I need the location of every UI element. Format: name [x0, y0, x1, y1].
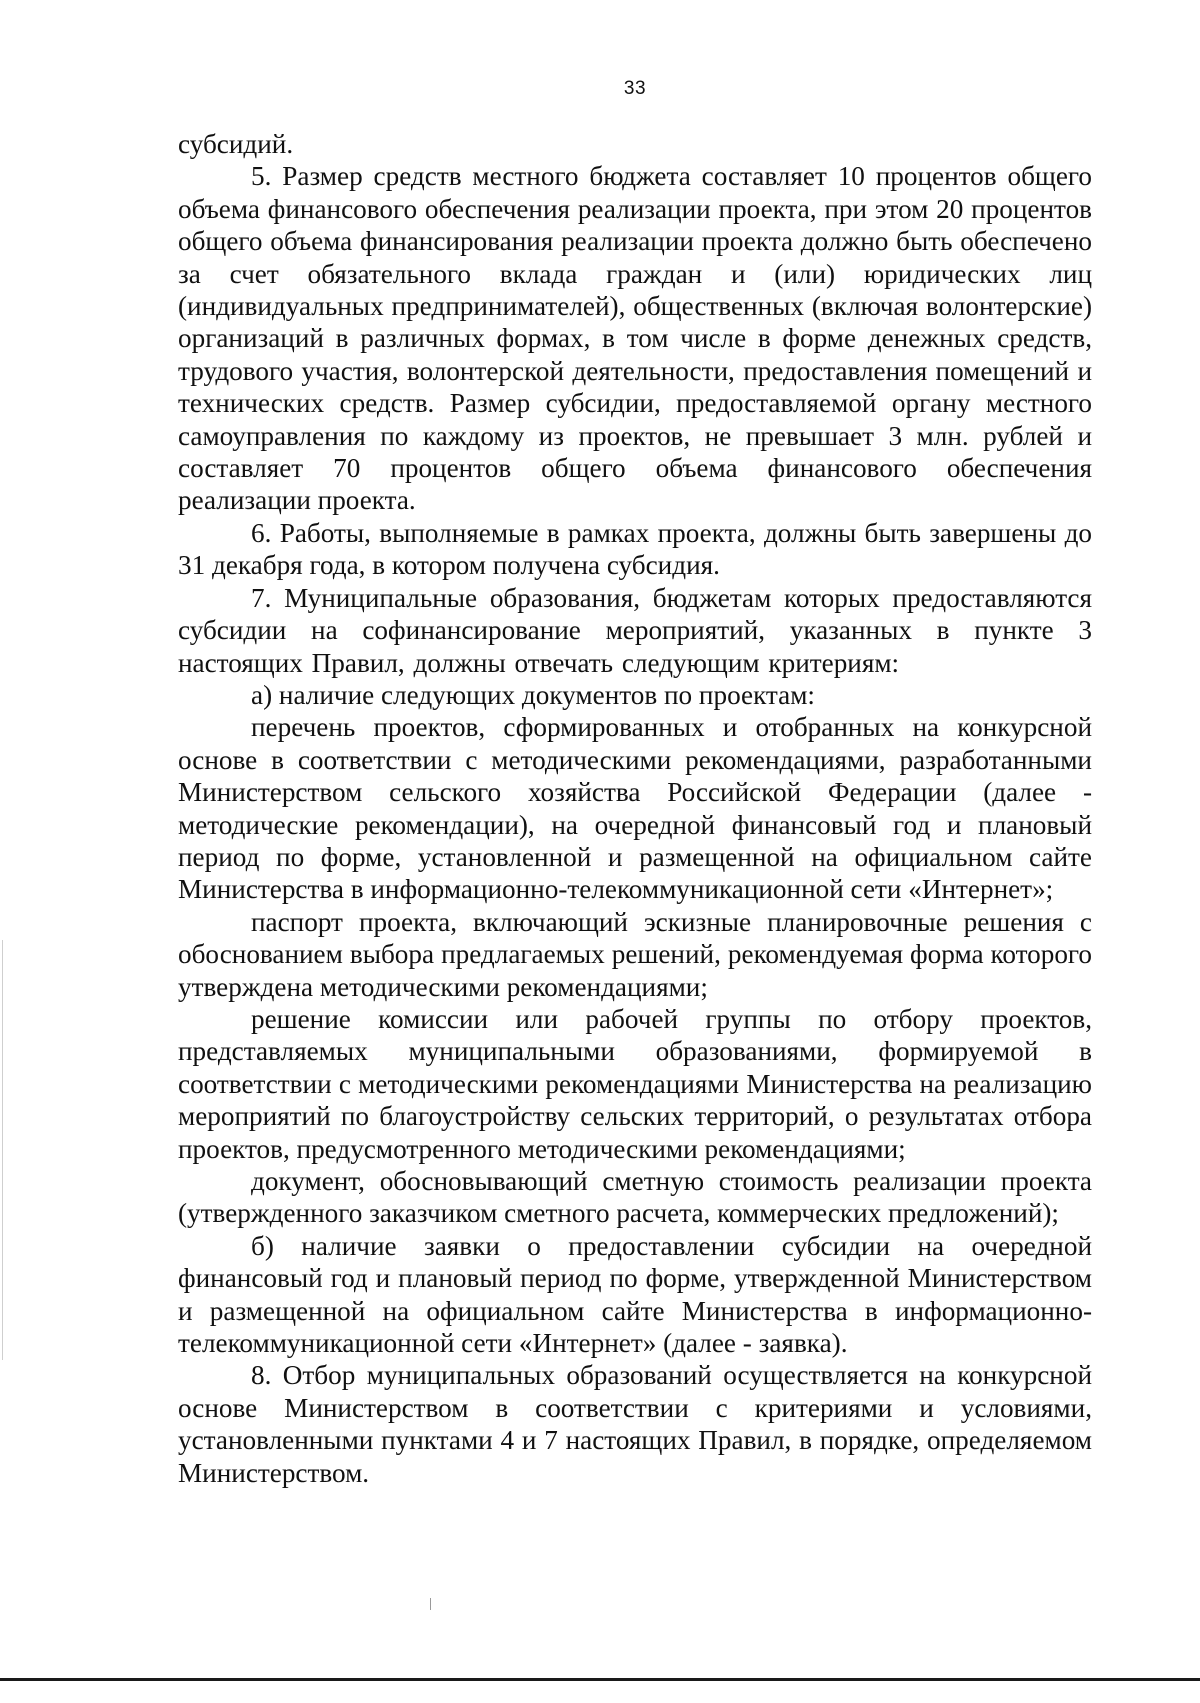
- paragraph-cost-document: документ, обосновывающий сметную стоимость реализации проекта (утвержденного заказчиком сметного расчета, коммерческих предложений);: [178, 1166, 1092, 1229]
- page-number: 33: [623, 78, 647, 99]
- scan-edge-line: [2, 940, 3, 1360]
- paragraph-item-7b: б) наличие заявки о предоставлении субсидии на очередной финансовый год и плановый период по форме, утвержденной Министерством и размещенной на официальном сайте Министерства в информационно-телекоммуникационной сети «Интернет» (далее - заявка).: [178, 1230, 1092, 1359]
- document-body: [178, 128, 1092, 1489]
- paragraph-item-8: 8. Отбор муниципальных образований осуществляется на конкурсной основе Министерством в соответствии с критериями и условиями, установленными пунктами 4 и 7 настоящих Правил, в порядке, определяемом Министерством.: [178, 1360, 1092, 1488]
- paragraph-item-7a: а) наличие следующих документов по проектам:: [251, 679, 815, 710]
- paragraph-item-7: 7. Муниципальные образования, бюджетам которых предоставляются субсидии на софинансирование мероприятий, указанных в пункте 3 настоящих Правил, должны отвечать следующим критериям:: [178, 582, 1092, 678]
- scan-artifact-mark: [430, 1598, 431, 1610]
- paragraph-project-list: перечень проектов, сформированных и отобранных на конкурсной основе в соответствии с методическими рекомендациями, разработанными Министерством сельского хозяйства Российской Федерации (далее - методические рекомендации), на очередной финансовый год и плановый период по форме, установленной и размещенной на официальном сайте Министерства в информационно-телекоммуникационной сети «Интернет»;: [178, 712, 1092, 905]
- scan-bottom-line: [0, 1678, 1200, 1681]
- paragraph-item-6: 6. Работы, выполняемые в рамках проекта, должны быть завершены до 31 декабря года, в котором получена субсидия.: [178, 517, 1092, 581]
- paragraph-project-passport: паспорт проекта, включающий эскизные планировочные решения с обоснованием выбора предлагаемых решений, рекомендуемая форма которого утверждена методическими рекомендациями;: [178, 906, 1092, 1002]
- paragraph-commission-decision: решение комиссии или рабочей группы по отбору проектов, представляемых муниципальными образованиями, формируемой в соответствии с методическими рекомендациями Министерства на реализацию мероприятий по благоустройству сельских территорий, о результатах отбора проектов, предусмотренного методическими рекомендациями;: [178, 1003, 1092, 1164]
- paragraph-item-5: 5. Размер средств местного бюджета составляет 10 процентов общего объема финансового обеспечения реализации проекта, при этом 20 процентов общего объема финансирования реализации проекта должно быть обеспечено за счет обязательного вклада граждан и (или) юридических лиц (индивидуальных предпринимателей), общественных (включая волонтерские) организаций в различных формах, в том числе в форме денежных средств, трудового участия, волонтерской деятельности, предоставления помещений и технических средств. Размер субсидии, предоставляемой органу местного самоуправления по каждому из проектов, не превышает 3 млн. рублей и составляет 70 процентов общего объема финансового обеспечения реализации проекта.: [178, 161, 1092, 516]
- paragraph-continuation: субсидий.: [178, 129, 294, 159]
